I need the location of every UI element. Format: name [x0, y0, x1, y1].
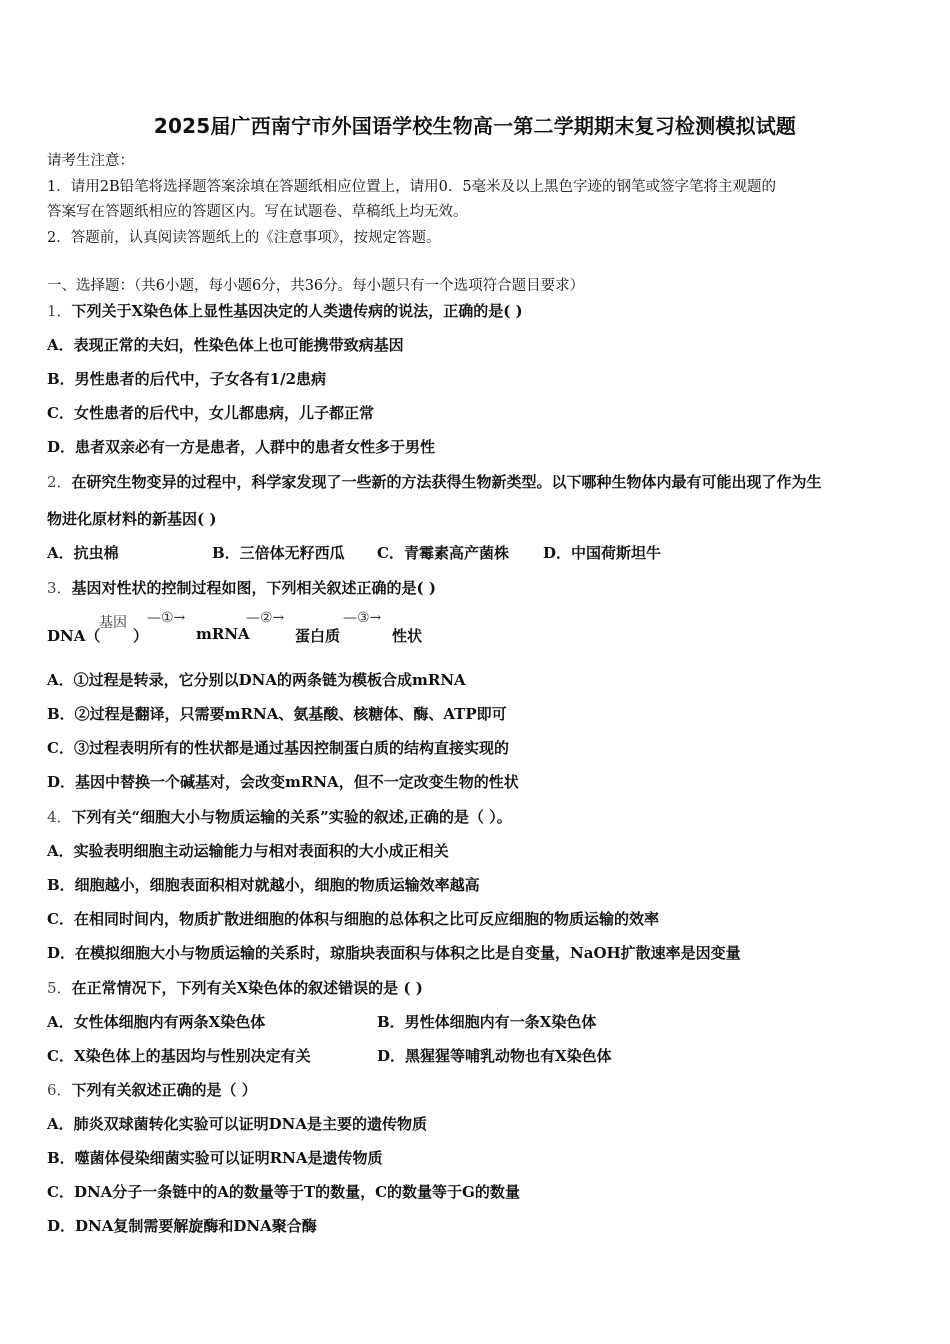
- question-2-cont: 物进化原材料的新基因( ): [47, 510, 217, 528]
- q6-option-c[interactable]: C．DNA分子一条链中的A的数量等于T的数量，C的数量等于G的数量: [47, 1183, 520, 1201]
- q2-option-b[interactable]: B．三倍体无籽西瓜: [212, 544, 345, 562]
- q5-option-c[interactable]: C．X染色体上的基因均与性别决定有关: [47, 1047, 311, 1065]
- question-number: 5．: [47, 979, 72, 997]
- question-number: 2．: [47, 473, 72, 491]
- section-heading: 一、选择题：（共6小题，每小题6分，共36分。每小题只有一个选项符合题目要求）: [47, 278, 585, 294]
- q6-option-a[interactable]: A．肺炎双球菌转化实验可以证明DNA是主要的遗传物质: [47, 1115, 427, 1133]
- q5-option-b[interactable]: B．男性体细胞内有一条X染色体: [377, 1013, 597, 1031]
- q6-option-d[interactable]: D．DNA复制需要解旋酶和DNA聚合酶: [47, 1217, 317, 1235]
- q3-option-a[interactable]: A．①过程是转录，它分别以DNA的两条链为模板合成mRNA: [47, 671, 466, 689]
- diagram-gene: 基因: [99, 615, 127, 631]
- diagram-arrow-1: —①→: [147, 610, 186, 626]
- question-stem: 在正常情况下，下列有关X染色体的叙述错误的是 ( ): [71, 979, 423, 997]
- question-6: [47, 1080, 257, 1100]
- q4-option-d[interactable]: D．在模拟细胞大小与物质运输的关系时，琼脂块表面积与体积之比是自变量，NaOH扩散速率是因变量: [47, 944, 741, 962]
- question-number: 6．: [47, 1081, 72, 1099]
- diagram-protein: 蛋白质: [295, 627, 341, 645]
- question-stem: 下列有关叙述正确的是（ ）: [71, 1081, 257, 1099]
- notice-heading: 请考生注意：: [47, 153, 134, 169]
- question-3: [47, 578, 436, 598]
- question-number: 4．: [47, 808, 72, 826]
- q4-option-b[interactable]: B．细胞越小，细胞表面积相对就越小，细胞的物质运输效率越高: [47, 876, 480, 894]
- question-stem: 在研究生物变异的过程中，科学家发现了一些新的方法获得生物新类型。以下哪种生物体内最有可能出现了作为生: [71, 473, 822, 491]
- q5-option-d[interactable]: D．黑猩猩等哺乳动物也有X染色体: [377, 1047, 612, 1065]
- question-stem: 下列有关“细胞大小与物质运输的关系”实验的叙述,正确的是（ ）。: [71, 808, 512, 826]
- q1-option-d[interactable]: D．患者双亲必有一方是患者，人群中的患者女性多于男性: [47, 438, 436, 456]
- q1-option-c[interactable]: C．女性患者的后代中，女儿都患病，儿子都正常: [47, 404, 374, 422]
- q1-option-a[interactable]: A．表现正常的夫妇，性染色体上也可能携带致病基因: [47, 336, 404, 354]
- q2-option-a[interactable]: A．抗虫棉: [47, 544, 119, 562]
- q3-option-c[interactable]: C．③过程表明所有的性状都是通过基因控制蛋白质的结构直接实现的: [47, 739, 509, 757]
- q2-option-c[interactable]: C．青霉素高产菌株: [377, 544, 509, 562]
- notice-line-1a: 1．请用2B铅笔将选择题答案涂填在答题纸相应位置上，请用0．5毫米及以上黑色字迹的钢笔或签字笔将主观题的: [47, 179, 777, 195]
- q5-option-a[interactable]: A．女性体细胞内有两条X染色体: [47, 1013, 266, 1031]
- q3-option-d[interactable]: D．基因中替换一个碱基对，会改变mRNA，但不一定改变生物的性状: [47, 773, 519, 791]
- diagram-arrow-2: —②→: [246, 610, 285, 626]
- question-1: [47, 301, 523, 321]
- exam-title: 2025届广西南宁市外国语学校生物高一第二学期期末复习检测模拟试题: [153, 114, 797, 138]
- q3-option-b[interactable]: B．②过程是翻译，只需要mRNA、氨基酸、核糖体、酶、ATP即可: [47, 705, 507, 723]
- q2-option-d[interactable]: D．中国荷斯坦牛: [543, 544, 662, 562]
- question-2: [47, 472, 822, 492]
- q4-option-c[interactable]: C．在相同时间内，物质扩散进细胞的体积与细胞的总体积之比可反应细胞的物质运输的效率: [47, 910, 659, 928]
- question-stem: 下列关于X染色体上显性基因决定的人类遗传病的说法，正确的是( ): [71, 302, 523, 320]
- notice-line-1b: 答案写在答题纸相应的答题区内。写在试题卷、草稿纸上均无效。: [47, 204, 468, 220]
- diagram-dna: DNA（: [47, 627, 101, 645]
- question-4: [47, 807, 512, 827]
- q6-option-b[interactable]: B．噬菌体侵染细菌实验可以证明RNA是遗传物质: [47, 1149, 383, 1167]
- diagram-trait: 性状: [392, 627, 423, 645]
- diagram-mrna: mRNA: [196, 625, 250, 643]
- question-number: 1．: [47, 302, 72, 320]
- question-number: 3．: [47, 579, 72, 597]
- diagram-close: ）: [133, 627, 149, 645]
- question-5: [47, 978, 423, 998]
- q1-option-b[interactable]: B．男性患者的后代中，子女各有1/2患病: [47, 370, 327, 388]
- diagram-arrow-3: —③→: [343, 610, 382, 626]
- question-stem: 基因对性状的控制过程如图，下列相关叙述正确的是( ): [71, 579, 436, 597]
- gene-expression-diagram: [47, 608, 467, 656]
- notice-line-2: 2．答题前，认真阅读答题纸上的《注意事项》，按规定答题。: [47, 230, 441, 246]
- q4-option-a[interactable]: A．实验表明细胞主动运输能力与相对表面积的大小成正相关: [47, 842, 449, 860]
